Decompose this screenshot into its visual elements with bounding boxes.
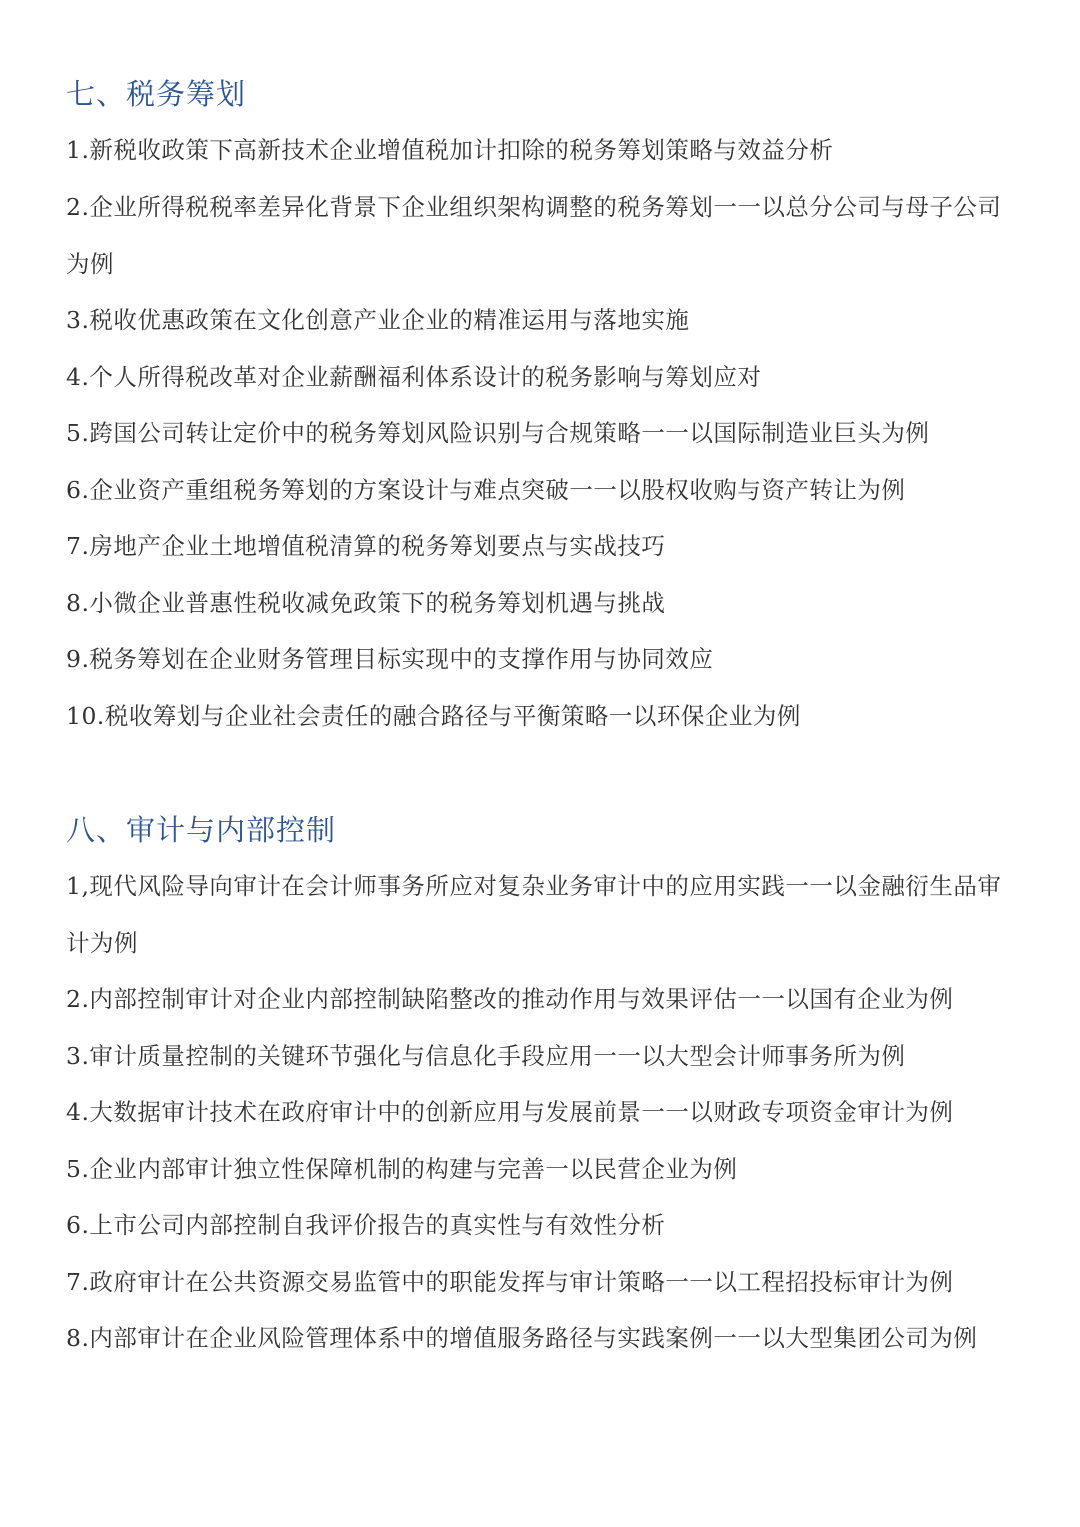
- list-item: 5.企业内部审计独立性保障机制的构建与完善一以民营企业为例: [66, 1155, 738, 1183]
- list-item: 6.上市公司内部控制自我评价报告的真实性与有效性分析: [66, 1211, 666, 1239]
- list-item: 9.税务筹划在企业财务管理目标实现中的支撑作用与协同效应: [66, 645, 714, 673]
- section-title-tax-planning: 七、税务筹划: [66, 77, 247, 111]
- section-title-audit-internal-control: 八、审计与内部控制: [66, 813, 337, 847]
- list-item: 4.大数据审计技术在政府审计中的创新应用与发展前景一一以财政专项资金审计为例: [66, 1098, 954, 1126]
- list-item: 6.企业资产重组税务筹划的方案设计与难点突破一一以股权收购与资产转让为例: [66, 476, 906, 504]
- list-item: 8.内部审计在企业风险管理体系中的增值服务路径与实践案例一一以大型集团公司为例: [66, 1324, 978, 1352]
- list-item: 7.政府审计在公共资源交易监管中的职能发挥与审计策略一一以工程招投标审计为例: [66, 1268, 954, 1296]
- list-item: 3.税收优惠政策在文化创意产业企业的精准运用与落地实施: [66, 306, 690, 334]
- list-item: 5.跨国公司转让定价中的税务筹划风险识别与合规策略一一以国际制造业巨头为例: [66, 419, 930, 447]
- list-item: 1.新税收政策下高新技术企业增值税加计扣除的税务筹划策略与效益分析: [66, 136, 834, 164]
- list-item: 4.个人所得税改革对企业薪酬福利体系设计的税务影响与筹划应对: [66, 363, 762, 391]
- list-item: 8.小微企业普惠性税收减免政策下的税务筹划机遇与挑战: [66, 589, 666, 617]
- list-item: 1,现代风险导向审计在会计师事务所应对复杂业务审计中的应用实践一一以金融衍生品审计为例: [66, 872, 1002, 957]
- list-item: 2.内部控制审计对企业内部控制缺陷整改的推动作用与效果评估一一以国有企业为例: [66, 985, 954, 1013]
- list-item: 7.房地产企业土地增值税清算的税务筹划要点与实战技巧: [66, 532, 666, 560]
- list-item: 3.审计质量控制的关键环节强化与信息化手段应用一一以大型会计师事务所为例: [66, 1042, 906, 1070]
- list-item: 2.企业所得税税率差异化背景下企业组织架构调整的税务筹划一一以总分公司与母子公司为例: [66, 193, 1002, 278]
- list-item: 10.税收筹划与企业社会责任的融合路径与平衡策略一以环保企业为例: [66, 702, 801, 730]
